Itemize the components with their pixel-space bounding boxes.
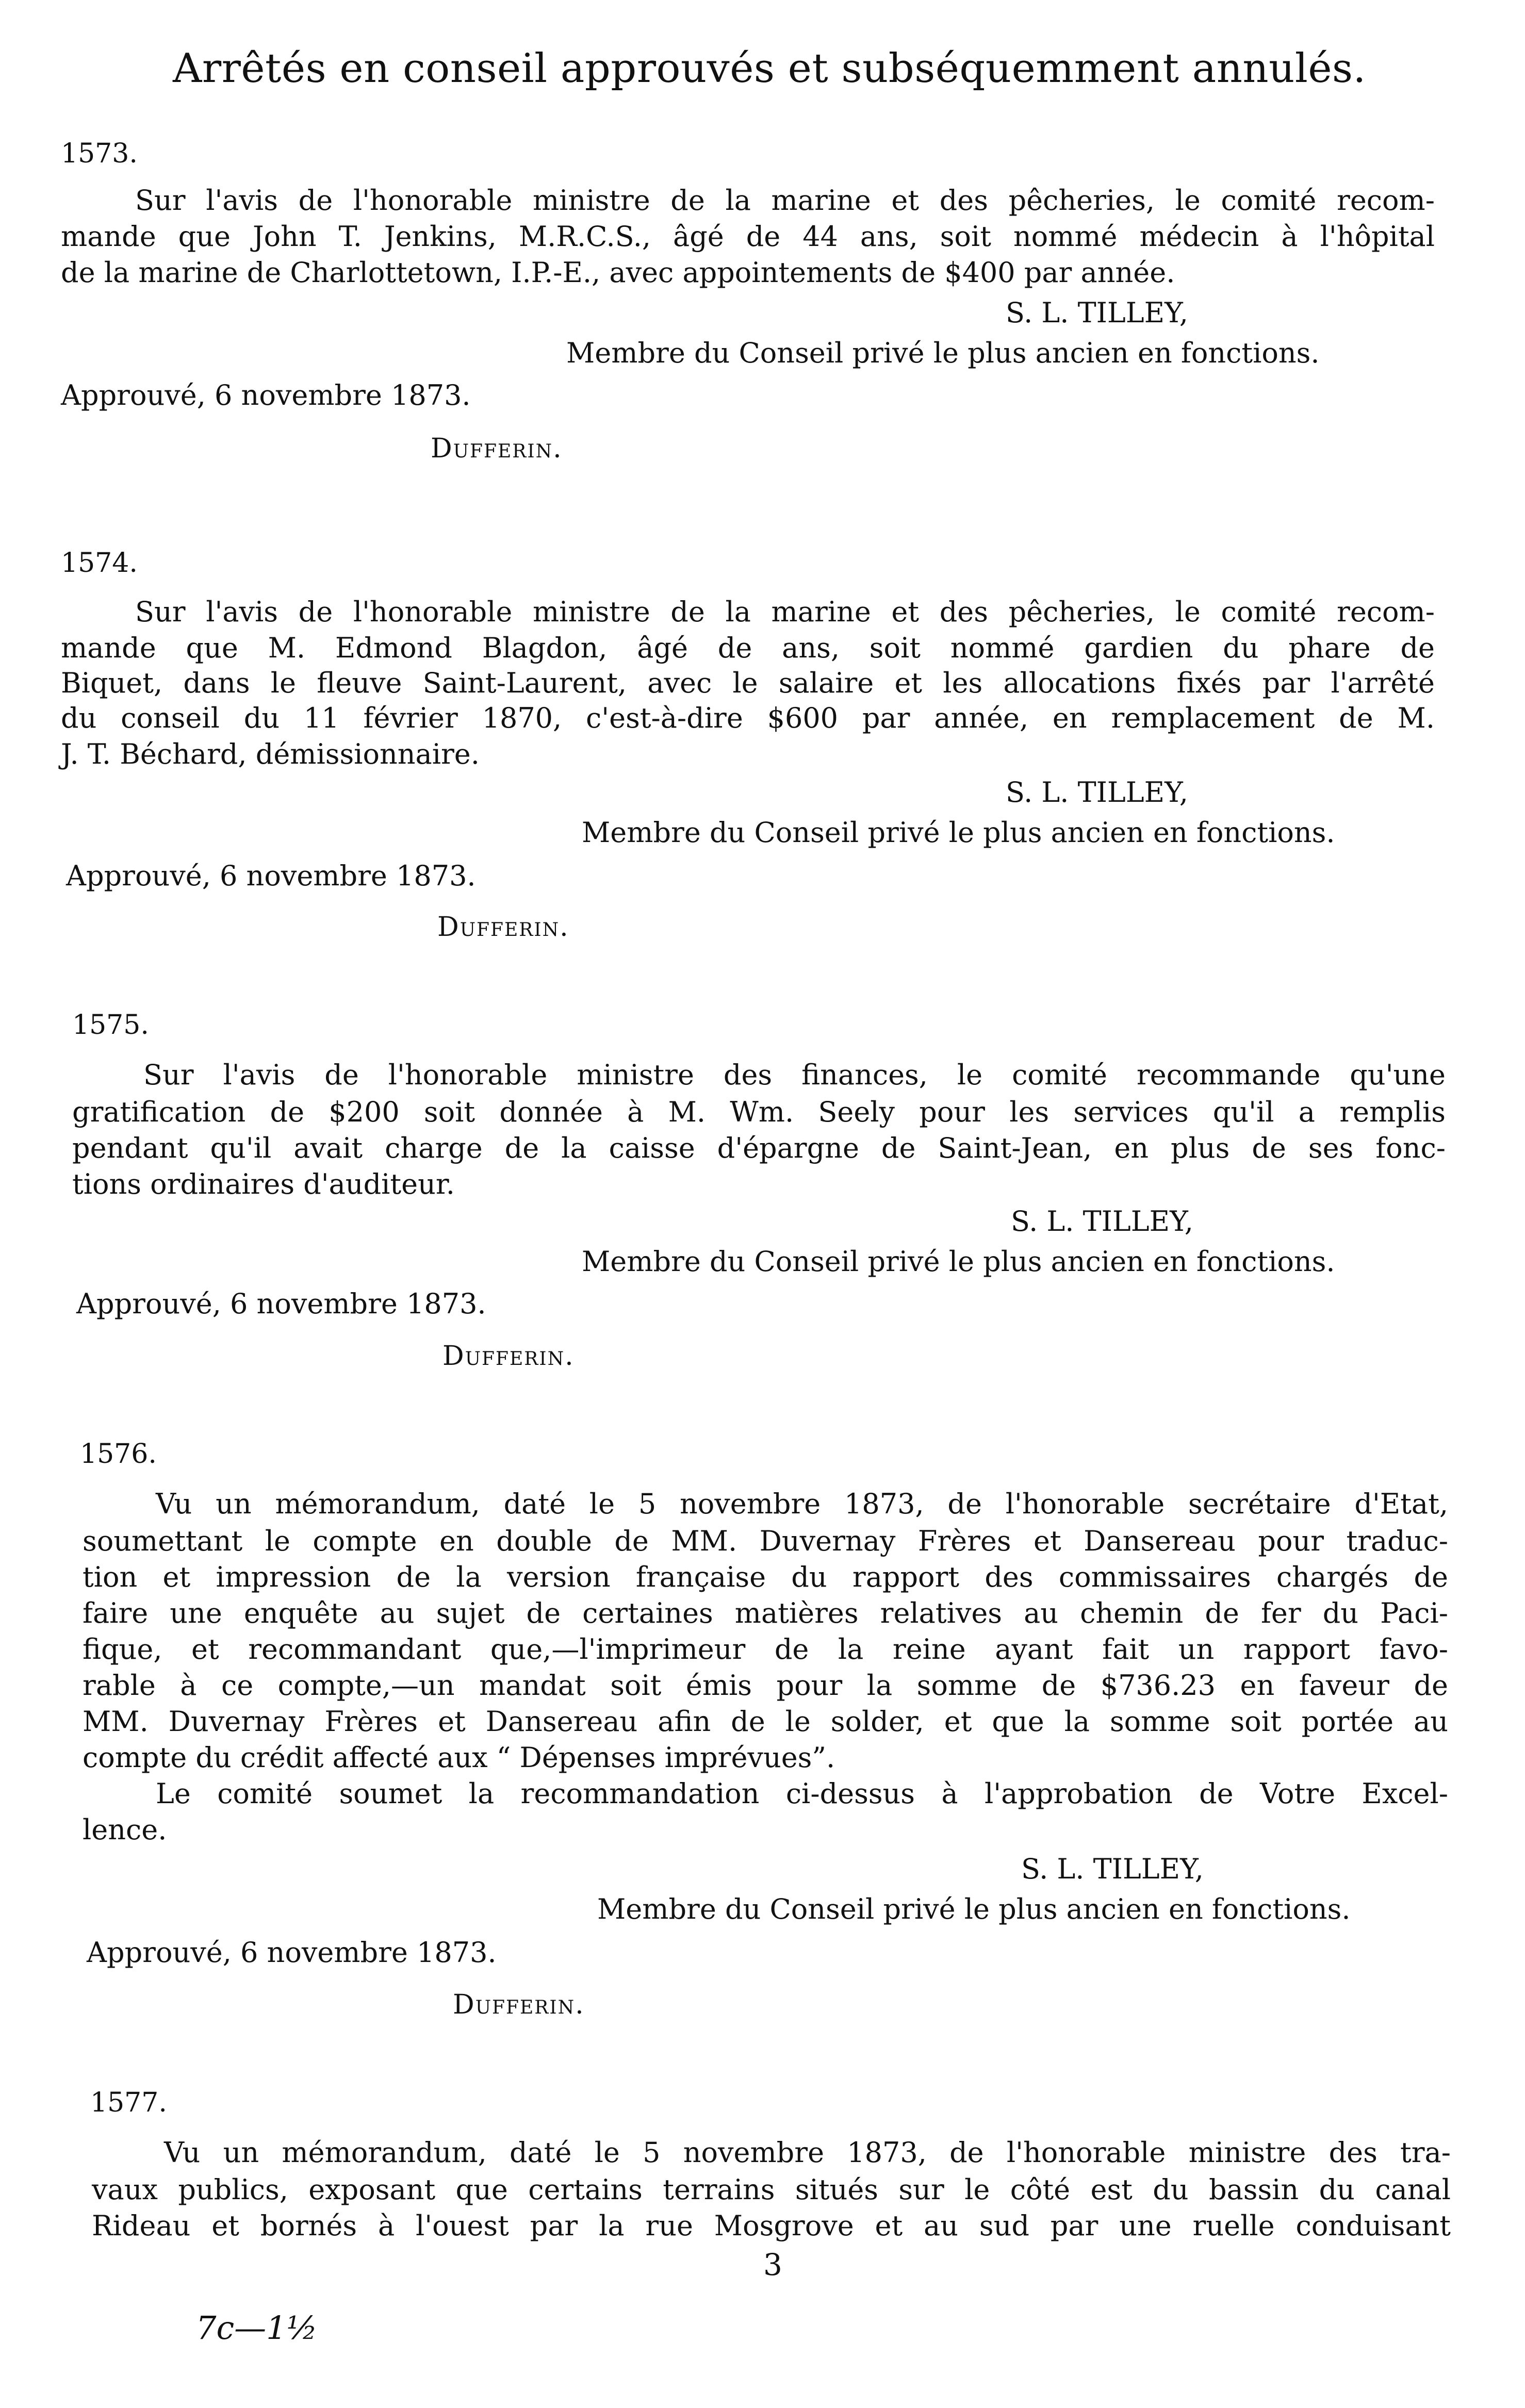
paragraph-line: Biquet, dans le fleuve Saint-Laurent, avec le salaire et les allocations fixés par l'arrêté <box>61 667 1435 699</box>
paragraph-line: soumettant le compte en double de MM. Duvernay Frères et Dansereau pour traduc- <box>83 1525 1448 1557</box>
paragraph-line: Vu un mémorandum, daté le 5 novembre 1873, de l'honorable secrétaire d'Etat, <box>156 1488 1448 1520</box>
paragraph-line: Vu un mémorandum, daté le 5 novembre 1873, de l'honorable ministre des tra- <box>164 2136 1451 2169</box>
paragraph-line: tion et impression de la version française du rapport des commissaires chargés de <box>83 1561 1448 1593</box>
paragraph-line: du conseil du 11 février 1870, c'est-à-dire $600 par année, en remplacement de M. <box>61 702 1435 734</box>
paragraph-line: MM. Duvernay Frères et Dansereau afin de le solder, et que la somme soit portée au <box>83 1705 1448 1738</box>
signer-name: S. L. TILLEY, <box>1021 1853 1204 1885</box>
approval-date: Approuvé, 6 novembre 1873. <box>66 860 476 892</box>
entry-number: 1576. <box>80 1439 157 1470</box>
governor-signature: Dufferin. <box>431 433 563 464</box>
page-number: 3 <box>763 2247 782 2282</box>
paragraph-line: lence. <box>83 1813 167 1846</box>
signature-mark: 7c—1½ <box>196 2309 318 2347</box>
governor-signature: Dufferin. <box>453 1989 585 2020</box>
paragraph-line: faire une enquête au sujet de certaines matières relatives au chemin de fer du Paci- <box>83 1597 1448 1629</box>
signer-title: Membre du Conseil privé le plus ancien en fonctions. <box>597 1893 1351 1925</box>
paragraph-line: tions ordinaires d'auditeur. <box>72 1168 455 1200</box>
signer-title: Membre du Conseil privé le plus ancien en fonctions. <box>582 1245 1335 1278</box>
governor-signature: Dufferin. <box>437 912 569 943</box>
paragraph-line: mande que John T. Jenkins, M.R.C.S., âgé de 44 ans, soit nommé médecin à l'hôpital <box>61 220 1435 253</box>
paragraph-line: fique, et recommandant que,—l'imprimeur de la reine ayant fait un rapport favo- <box>83 1633 1448 1665</box>
paragraph-line: Le comité soumet la recommandation ci-dessus à l'approbation de Votre Excel- <box>156 1777 1448 1810</box>
paragraph-line: Sur l'avis de l'honorable ministre de la marine et des pêcheries, le comité recom- <box>135 184 1435 217</box>
entry-number: 1573. <box>61 138 138 169</box>
paragraph-line: Rideau et bornés à l'ouest par la rue Mosgrove et au sud par une ruelle conduisant <box>92 2209 1451 2242</box>
paragraph-line: de la marine de Charlottetown, I.P.-E., avec appointements de $400 par année. <box>61 256 1175 289</box>
signer-title: Membre du Conseil privé le plus ancien en fonctions. <box>566 337 1320 369</box>
signer-name: S. L. TILLEY, <box>1006 776 1188 809</box>
paragraph-line: Sur l'avis de l'honorable ministre des finances, le comité recommande qu'une <box>143 1059 1446 1091</box>
entry-number: 1574. <box>61 548 138 579</box>
signer-name: S. L. TILLEY, <box>1011 1205 1193 1238</box>
approval-date: Approuvé, 6 novembre 1873. <box>76 1288 486 1320</box>
signer-title: Membre du Conseil privé le plus ancien en fonctions. <box>582 816 1335 849</box>
entry-number: 1577. <box>90 2087 167 2118</box>
approval-date: Approuvé, 6 novembre 1873. <box>61 379 471 411</box>
paragraph-line: compte du crédit affecté aux “ Dépenses imprévues”. <box>83 1741 835 1774</box>
entry-number: 1575. <box>72 1010 149 1041</box>
approval-date: Approuvé, 6 novembre 1873. <box>87 1936 497 1969</box>
page-title: Arrêtés en conseil approuvés et subséquemment annulés. <box>173 45 1366 92</box>
paragraph-line: Sur l'avis de l'honorable ministre de la marine et des pêcheries, le comité recom- <box>135 596 1435 628</box>
paragraph-line: vaux publics, exposant que certains terrains situés sur le côté est du bassin du canal <box>92 2173 1451 2206</box>
paragraph-line: gratification de $200 soit donnée à M. Wm. Seely pour les services qu'il a remplis <box>72 1096 1446 1128</box>
paragraph-line: J. T. Béchard, démissionnaire. <box>61 738 480 770</box>
paragraph-line: mande que M. Edmond Blagdon, âgé de ans, soit nommé gardien du phare de <box>61 632 1435 664</box>
paragraph-line: rable à ce compte,—un mandat soit émis pour la somme de $736.23 en faveur de <box>83 1669 1448 1702</box>
governor-signature: Dufferin. <box>442 1341 575 1372</box>
paragraph-line: pendant qu'il avait charge de la caisse d'épargne de Saint-Jean, en plus de ses fonc- <box>72 1132 1446 1164</box>
signer-name: S. L. TILLEY, <box>1006 296 1188 329</box>
